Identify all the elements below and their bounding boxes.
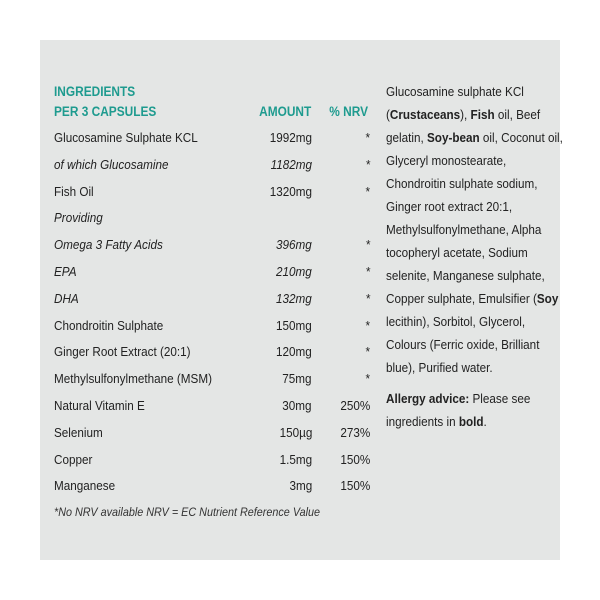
nutrient-name: Providing <box>54 210 103 226</box>
amount-column-header: AMOUNT <box>258 104 311 119</box>
nutrient-amount: 210mg <box>276 263 312 279</box>
nutrient-table <box>54 125 372 500</box>
nutrient-nrv: * <box>365 371 370 387</box>
table-row <box>54 473 372 500</box>
nutrient-name: EPA <box>54 263 77 279</box>
nutrient-nrv: * <box>365 183 370 199</box>
text-segment: Please see ingredients in <box>386 391 531 429</box>
text-segment: Glucosamine sulphate KCl ( <box>386 84 524 122</box>
nutrient-nrv: 273% <box>340 424 370 440</box>
ingredients-heading <box>54 82 156 122</box>
nutrient-name: Manganese <box>54 478 116 494</box>
bold-text-segment: Crustaceans <box>389 107 461 122</box>
nutrient-amount: 1320mg <box>269 183 312 199</box>
nutrient-amount: 120mg <box>276 344 312 360</box>
nutrient-amount: 1182mg <box>270 156 312 172</box>
table-row <box>54 179 372 206</box>
nutrient-name: Copper <box>54 451 93 467</box>
allergy-advice <box>386 387 564 433</box>
nutrient-nrv: * <box>365 130 370 145</box>
nutrient-name: Omega 3 Fatty Acids <box>54 237 163 253</box>
table-row <box>54 152 372 179</box>
heading-line-2: PER 3 CAPSULES <box>54 104 157 119</box>
nrv-column-header: % NRV <box>329 104 368 119</box>
table-row <box>54 393 372 420</box>
text-segment: oil, Beef gelatin, <box>386 107 541 145</box>
text-segment: oil, Coconut oil, Glyceryl monostearate, Chondroitin sulphate sodium, Ginger root extract 20:1, Methylsulfonylmethane, Alpha tocopheryl acetate, Sodium selenite, Manganese sulphate, Copper sulphate, Emulsifier ( <box>386 130 563 306</box>
bold-text-segment: Soy-bean <box>426 130 480 145</box>
bold-text-segment: bold <box>458 414 484 429</box>
table-row <box>54 339 372 366</box>
table-row <box>54 232 372 259</box>
nutrient-name: Natural Vitamin E <box>54 397 145 413</box>
bold-text-segment: Allergy advice: <box>386 391 470 406</box>
nutrient-name: Ginger Root Extract (20:1) <box>54 344 191 360</box>
table-row <box>54 366 372 393</box>
table-row <box>54 259 372 286</box>
nutrient-amount: 150µg <box>279 424 312 440</box>
nutrient-nrv: 150% <box>340 451 370 467</box>
table-row <box>54 205 372 232</box>
nutrient-nrv: * <box>365 290 370 306</box>
nutrient-name: Fish Oil <box>54 183 94 199</box>
text-segment: lecithin), Sorbitol, Glycerol, Colours (Ferric oxide, Brilliant blue), Purified water. <box>386 314 540 375</box>
nutrient-name: of which Glucosamine <box>54 156 169 172</box>
nutrient-nrv: * <box>365 344 370 360</box>
nutrient-name: Chondroitin Sulphate <box>54 317 164 333</box>
heading-line-1: INGREDIENTS <box>54 84 136 99</box>
nutrient-name: Methylsulfonylmethane (MSM) <box>54 371 213 387</box>
table-row <box>54 125 372 152</box>
ingredients-list <box>386 80 564 379</box>
nutrition-panel <box>40 40 563 560</box>
nutrient-name: DHA <box>54 290 79 306</box>
table-row <box>54 447 372 474</box>
bold-text-segment: Soy <box>536 291 559 306</box>
nutrient-amount: 150mg <box>276 317 312 333</box>
table-row <box>54 286 372 313</box>
nutrient-nrv: * <box>365 317 370 333</box>
footnote: *No NRV available NRV = EC Nutrient Reference Value <box>54 505 321 519</box>
text-segment: . <box>483 414 487 429</box>
nutrient-nrv: * <box>365 263 370 279</box>
bold-text-segment: Fish <box>470 107 495 122</box>
nutrient-amount: 75mg <box>282 371 312 387</box>
nutrient-name: Glucosamine Sulphate KCL <box>54 130 198 145</box>
table-row <box>54 313 372 340</box>
nutrient-name: Selenium <box>54 424 103 440</box>
nutrient-amount: 132mg <box>276 290 312 306</box>
nutrient-nrv: * <box>365 156 370 172</box>
nutrient-amount: 1.5mg <box>279 451 312 467</box>
nutrient-amount: 3mg <box>289 478 312 494</box>
nutrient-nrv: * <box>365 237 370 253</box>
nutrient-amount: 30mg <box>282 397 312 413</box>
nutrient-nrv: 250% <box>340 397 370 413</box>
nutrient-amount: 1992mg <box>269 130 312 145</box>
text-segment: ), <box>460 107 471 122</box>
table-row <box>54 420 372 447</box>
nutrient-amount: 396mg <box>276 237 312 253</box>
ingredients-column <box>386 80 564 433</box>
nutrient-nrv: 150% <box>340 478 370 494</box>
